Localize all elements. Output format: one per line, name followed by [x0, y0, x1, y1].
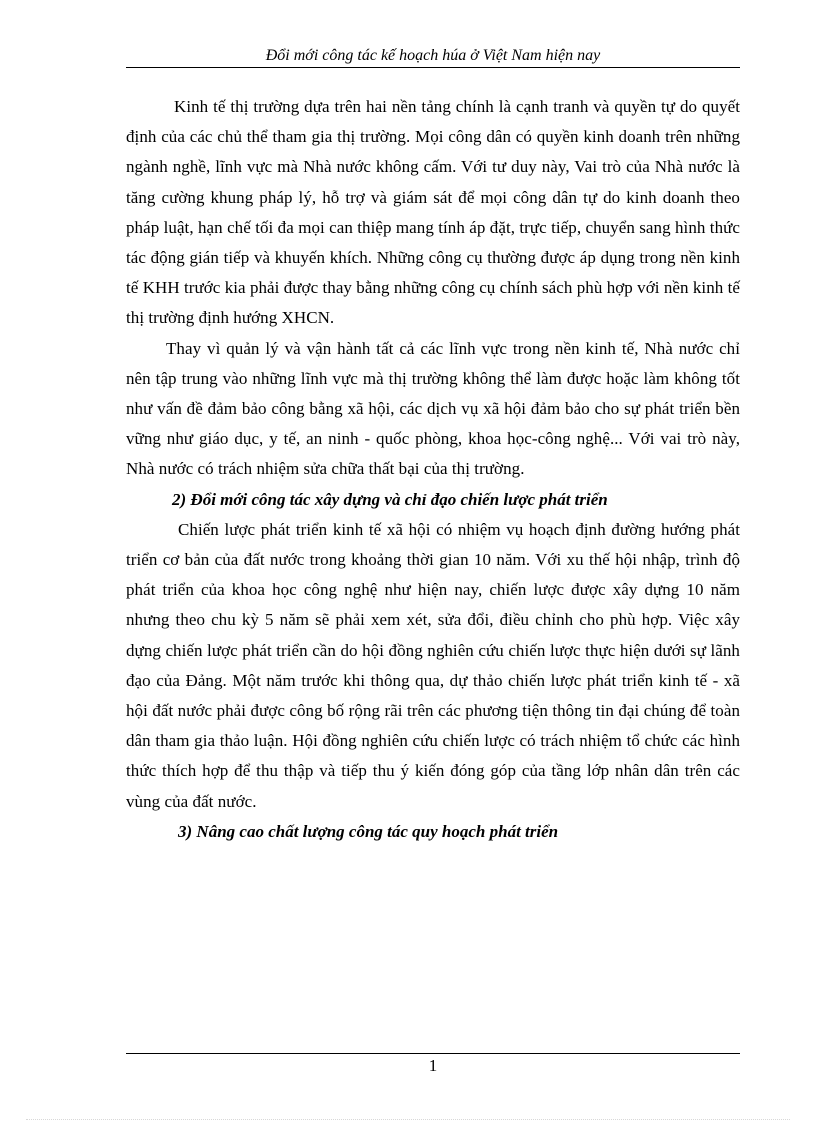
page-header: Đổi mới công tác kế hoạch húa ở Việt Nam hiện nay	[265, 47, 601, 64]
section-heading-strategy: 2) Đổi mới công tác xây dựng và chỉ đạo chiến lược phát triển	[172, 489, 608, 509]
paragraph-state-role: Thay vì quản lý và vận hành tất cả các lĩnh vực trong nền kinh tế, Nhà nước chỉ nên tập trung vào những lĩnh vực mà thị trường không thể làm được hoặc làm không tốt như vấn đề đảm bảo công bằng xã hội, các dịch vụ xã hội đảm bảo cho sự phát triển bền vững như giáo dục, y tế, an ninh - quốc phòng, khoa học-công nghệ... Với vai trò này, Nhà nước có trách nhiệm sửa chữa thất bại của thị trường.	[126, 338, 740, 479]
page-edge-dots	[26, 1119, 790, 1120]
document-body	[126, 92, 740, 847]
section-heading-planning: 3) Nâng cao chất lượng công tác quy hoạch phát triển	[178, 821, 559, 841]
paragraph-market-economy: Kinh tế thị trường dựa trên hai nền tảng chính là cạnh tranh và quyền tự do quyết định của các chủ thể tham gia thị trường. Mọi công dân có quyền kinh doanh trên những ngành nghề, lĩnh vực mà Nhà nước không cấm. Với tư duy này, Vai trò của Nhà nước là tăng cường khung pháp lý, hỗ trợ và giám sát để mọi công dân tự do kinh doanh theo pháp luật, hạn chế tối đa mọi can thiệp mang tính áp đặt, trực tiếp, chuyển sang hình thức tác động gián tiếp và khuyến khích. Những công cụ thường được áp dụng trong nền kinh tế KHH trước kia phải được thay bằng những công cụ chính sách phù hợp với nền kinh tế thị trường định hướng XHCN.	[126, 97, 740, 328]
paragraph-development-strategy: Chiến lược phát triển kinh tế xã hội có nhiệm vụ hoạch định đường hướng phát triển cơ bản của đất nước trong khoảng thời gian 10 năm. Với xu thế hội nhập, trình độ phát triển của khoa học công nghệ như hiện nay, chiến lược được xây dựng 10 năm nhưng theo chu kỳ 5 năm sẽ phải xem xét, sửa đổi, điều chỉnh cho phù hợp. Việc xây dựng chiến lược phát triển cần do hội đồng nghiên cứu chiến lược thực hiện dưới sự lãnh đạo của Đảng. Một năm trước khi thông qua, dự thảo chiến lược phát triển kinh tế - xã hội đất nước phải được công bố rộng rãi trên các phương tiện thông tin đại chúng để toàn dân tham gia thảo luận. Hội đồng nghiên cứu chiến lược có trách nhiệm tổ chức các hình thức thích hợp để thu thập và tiếp thu ý kiến đóng góp của tầng lớp nhân dân trên các vùng của đất nước.	[126, 519, 740, 811]
footer-divider	[126, 1053, 740, 1054]
page-number: 1	[428, 1056, 438, 1075]
header-divider	[126, 67, 740, 68]
